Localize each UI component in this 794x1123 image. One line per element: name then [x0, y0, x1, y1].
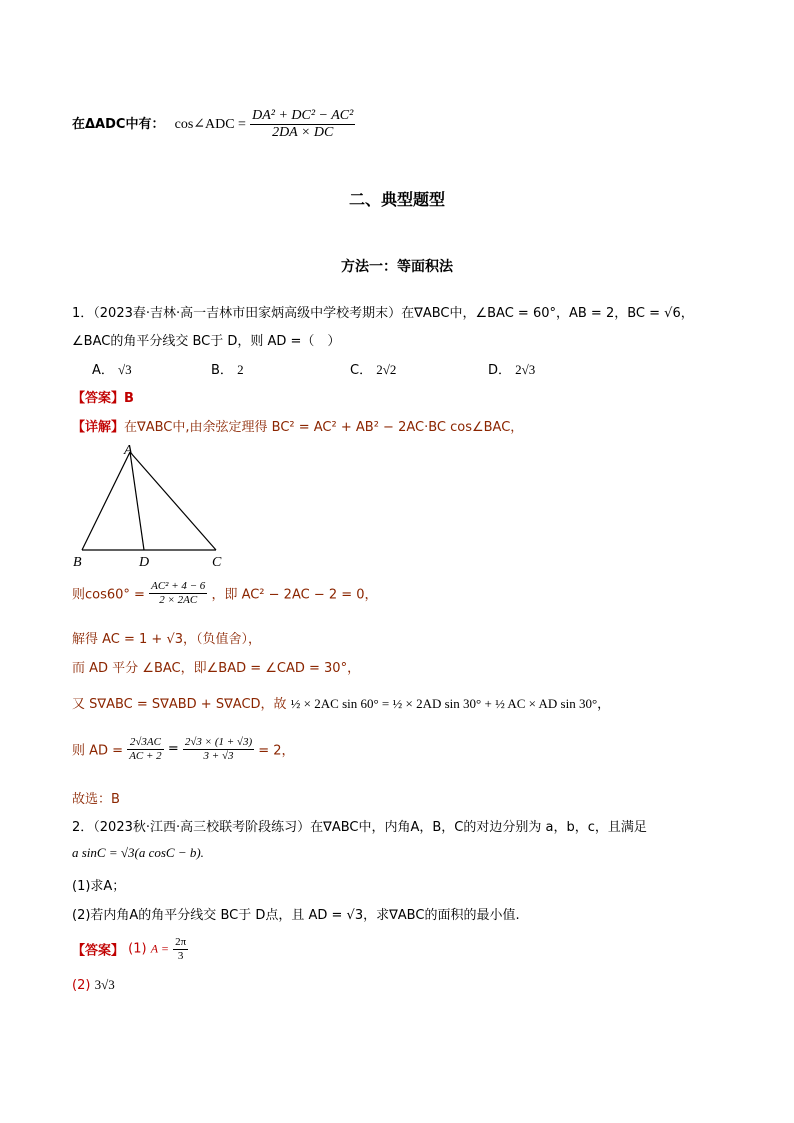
q1-detail: [72, 416, 523, 435]
q1-choose: 故选：B: [72, 792, 120, 807]
intro-formula-line: [72, 108, 355, 141]
step1-suffix: ，即 AC² − 2AC − 2 = 0，: [211, 587, 378, 603]
step1-prefix: 则cos60° =: [72, 587, 145, 603]
q2-part2: (2)若内角A的角平分线交 BC于 D点，且 AD = √3，求∇ABC的面积的最小值.: [72, 908, 520, 923]
q1-step3: 而 AD 平分 ∠BAC，即∠BAD = ∠CAD = 30°，: [72, 661, 361, 676]
q2-stem-line1: 2．（2023秋·江西·高三校联考阶段练习）在∇ABC中，内角A，B，C的对边分别为 a，b，c，且满足: [72, 820, 647, 835]
step4-formula: ½ × 2AC sin 60° = ½ × 2AD sin 30° + ½ AC × AD sin 30°，: [290, 696, 611, 711]
step5-fraction1: [127, 736, 163, 762]
triangle-figure: [68, 440, 238, 572]
q1-step1: [72, 580, 378, 606]
step4-prefix: 又 S∇ABC = S∇ABD + S∇ACD，故: [72, 697, 287, 712]
answer-tag: 【答案】: [72, 391, 125, 406]
bisector-ad: [130, 452, 144, 550]
q2-answer-tag: 【答案】: [72, 943, 125, 959]
option-label: A．: [92, 363, 114, 378]
equals-sign: =: [167, 741, 179, 757]
step5-f2-num: 2√3 × (1 + √3): [184, 736, 253, 748]
answer-value: B: [124, 391, 134, 406]
option-label: B．: [211, 363, 233, 378]
side-ab: [82, 452, 130, 550]
step5-prefix: 则 AD =: [72, 743, 124, 759]
q1-option-b: [211, 359, 244, 378]
option-label: D．: [488, 363, 512, 378]
intro-numerator: DA² + DC² − AC²: [250, 108, 355, 125]
method-title: 方法一：等面积法: [341, 259, 453, 275]
q2-stem-line2: a sinC = √3(a cosC − b).: [72, 845, 204, 860]
q2-part1: (1)求A；: [72, 879, 126, 894]
step5-f1-den: AC + 2: [129, 749, 162, 762]
q2-answer1: [72, 936, 188, 962]
ans2-value: 3√3: [94, 977, 115, 992]
label-a: A: [124, 443, 133, 458]
intro-denominator: 2DA × DC: [272, 125, 334, 141]
side-ac: [130, 452, 216, 550]
ans1-den: 3: [177, 949, 184, 962]
q1-answer: [72, 387, 134, 406]
label-d: D: [139, 555, 150, 570]
step1-fraction: [149, 580, 207, 606]
detail-text: 在∇ABC中,由余弦定理得 BC² = AC² + AB² − 2AC·BC cos∠BAC，: [124, 420, 524, 435]
ans1-num: 2π: [175, 936, 187, 948]
intro-lead: 在ΔADC中有：: [72, 117, 165, 133]
q2-answer2: [72, 977, 115, 993]
q1-stem-line1: 1．（2023春·吉林·高一吉林市田家炳高级中学校考期末）在∇ABC中，∠BAC = 60°，AB = 2，BC = √6，: [72, 306, 694, 321]
label-c: C: [212, 555, 222, 570]
ans1-lhs: A =: [150, 941, 169, 956]
q1-option-a: [92, 359, 132, 378]
q1-option-c: [350, 359, 396, 378]
q1-step2: 解得 AC = 1 + √3，（负值舍），: [72, 632, 262, 647]
step5-f1-num: 2√3AC: [127, 736, 163, 750]
option-label: C．: [350, 363, 373, 378]
step1-num: AC² + 4 − 6: [151, 580, 206, 592]
ans1-label: (1): [128, 941, 147, 957]
option-value: 2: [237, 362, 244, 377]
step5-suffix: = 2，: [258, 743, 295, 759]
section-title: 二、典型题型: [348, 190, 445, 209]
q1-step5: [72, 736, 295, 762]
ans2-label: (2): [72, 978, 91, 993]
ans1-fraction: [173, 936, 188, 962]
step5-fraction2: [183, 736, 254, 762]
step1-den: 2 × 2AC: [159, 593, 198, 606]
label-b: B: [73, 555, 82, 570]
detail-tag: 【详解】: [72, 420, 125, 435]
option-value: 2√2: [376, 362, 397, 377]
q1-option-d: [488, 359, 535, 378]
option-value: 2√3: [515, 362, 536, 377]
intro-fraction: [250, 108, 355, 141]
cos-label: cos∠ADC =: [174, 117, 246, 133]
step5-f2-den: 3 + √3: [203, 749, 234, 762]
q1-stem-line2: ∠BAC的角平分线交 BC于 D，则 AD =（ ）: [72, 334, 341, 349]
option-value: √3: [118, 362, 132, 377]
q1-step4: [72, 693, 610, 712]
